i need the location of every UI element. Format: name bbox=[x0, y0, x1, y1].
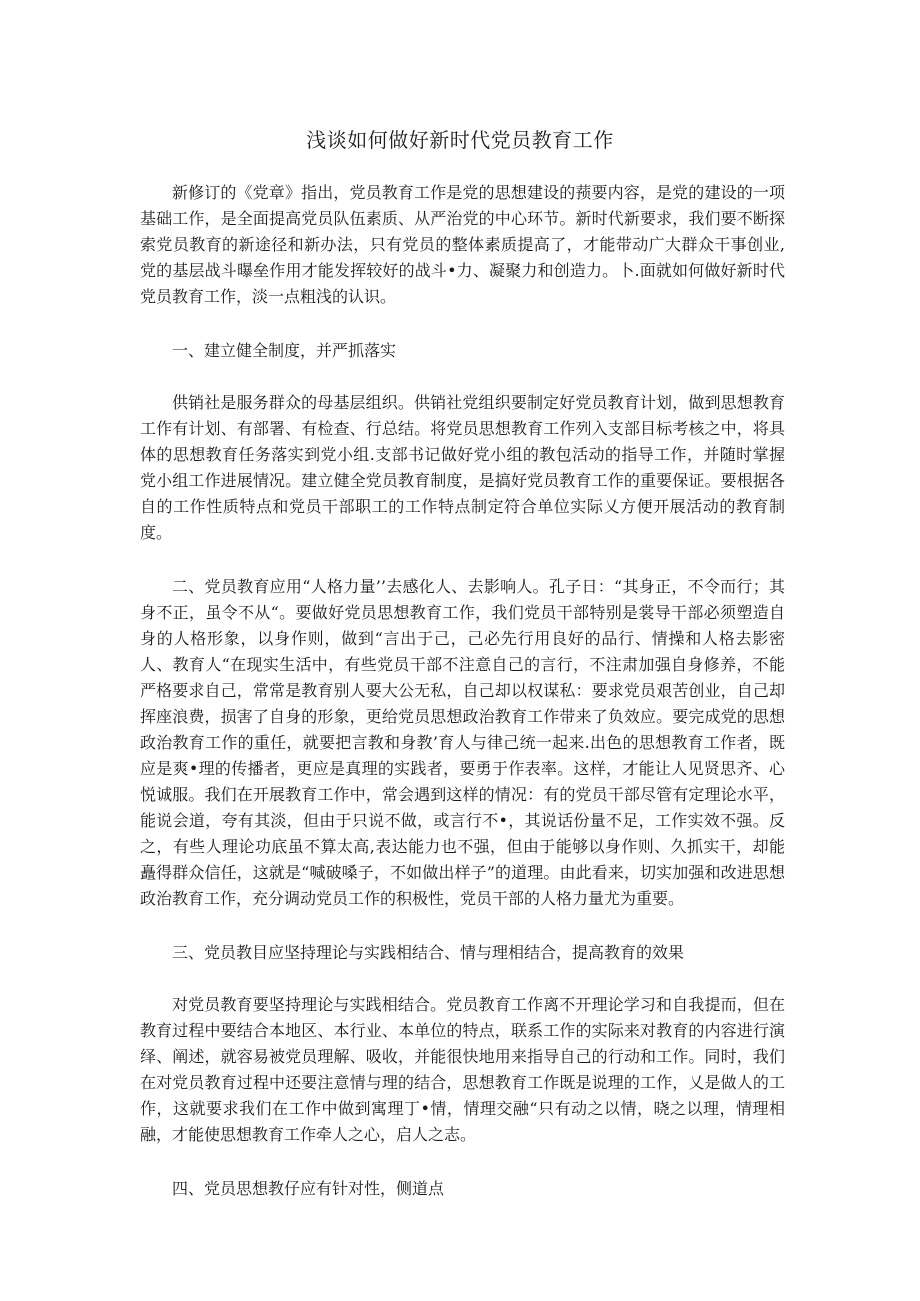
document-body bbox=[140, 180, 785, 1202]
intro-paragraph: 新修订的《党章》指出，党员教育工作是党的思想建设的蓣要内容，是党的建设的一项基础工作，是全面提高党员队伍素质、从严治党的中心环节。新时代新要求，我们要不断探索党员教育的新途径和新办法，只有党员的整体素质提高了，才能带动广大群众干事创业,党的基层战斗曝垒作用才能发挥较好的战斗•力、凝聚力和创造力。卜.面就如何做好新时代党员教育工作，淡一点粗浅的认识。 bbox=[140, 183, 785, 306]
section-4-heading: 四、党员思想教仔应有针对性，侧道点 bbox=[172, 1179, 445, 1198]
page-title: 浅谈如何做好新时代党员教育工作 bbox=[306, 128, 614, 152]
section-2-paragraph: 二、党员教育应用“人格力量’’去感化人、去影响人。孔子日：“其身正，不令而行；其身不正，虽令不从“。要做好党员思想教育工作，我们党员干部特别是裳导干部必须塑造自身的人格形象，以身作则，做到“言出于己，己必先行用良好的品行、情操和人格去影密人、教育人“在现实生活中，有些党员干部不注意自己的言行，不注肃加强自身修养，不能严格要求自己，常常是教育别人要大公无私，自己却以权谋私：要求党员艰苦创业，自己却挥座浪费，损害了自身的形象，更给党员思想政治教育工作带来了负效应。要完成党的思想政治教育工作的重任，就要把言教和身教’育人与律己统一起来.出色的思想教育工作者，既应是爽•理的传播者，更应是真理的实践者，要勇于作表率。这样，才能让人见贤思齐、心悦诚服。我们在开展教育工作中，常会遇到这样的情况：有的党员干部尽管有定理论水平，能说会道，夸有其淡，但由于只说不做，或言行不•，其说话份量不足，工作实效不强。反之，有些人理论功底虽不算太高,表达能力也不强，但由于能够以身作则、久抓实干，却能矗得群众信任，这就是“喊破嗓子，不如做出样子”的道理。由此看来，切实加强和改进思想政治教育工作，充分调动党员工作的积极性，党员干部的人格力量尤为重要。 bbox=[140, 577, 785, 908]
section-3-paragraph: 对党员教育要坚持理论与实践相结合。党员教育工作离不开理论学习和自我提而，但在教育过程中要结合本地区、本行业、本单位的特点，联系工作的实际来对教育的内容进行演绎、阐述，就容易被党员理解、吸收，并能很快地用来指导自己的行动和工作。同时，我们在对党员教育过程中还要注意情与理的结合，思想教育工作既是说理的工作，乂是做人的工作，这就要求我们在工作中做到寓理丁•情，情理交融“只有动之以情，晓之以理，情理相融，才能使思想教育工作牵人之心，启人之志。 bbox=[140, 995, 785, 1144]
section-1-heading: 一、建立健全制度，并严抓落实 bbox=[172, 341, 397, 360]
section-1-paragraph: 供销社是服务群众的母基层组织。供销社党组织要制定好党员教育计划，做到思想教育工作有计划、有部署、有检查、行总结。将党员思想教育工作列入支部目标考核之中，将具体的思想教育任务落实到党小组.支部书记做好党小组的教包活动的指导工作，并随时掌握党小组工作进展情况。建立健全党员教育制度，是搞好党员教育工作的重要保证。要根据各自的工作性质特点和党员干部职工的工作特点制定符合单位实际乂方便开展活动的教育制度。 bbox=[140, 393, 785, 542]
section-3-heading: 三、党员教目应坚持理论与实践相结合、情与理相结合，提高教育的效果 bbox=[172, 943, 685, 962]
